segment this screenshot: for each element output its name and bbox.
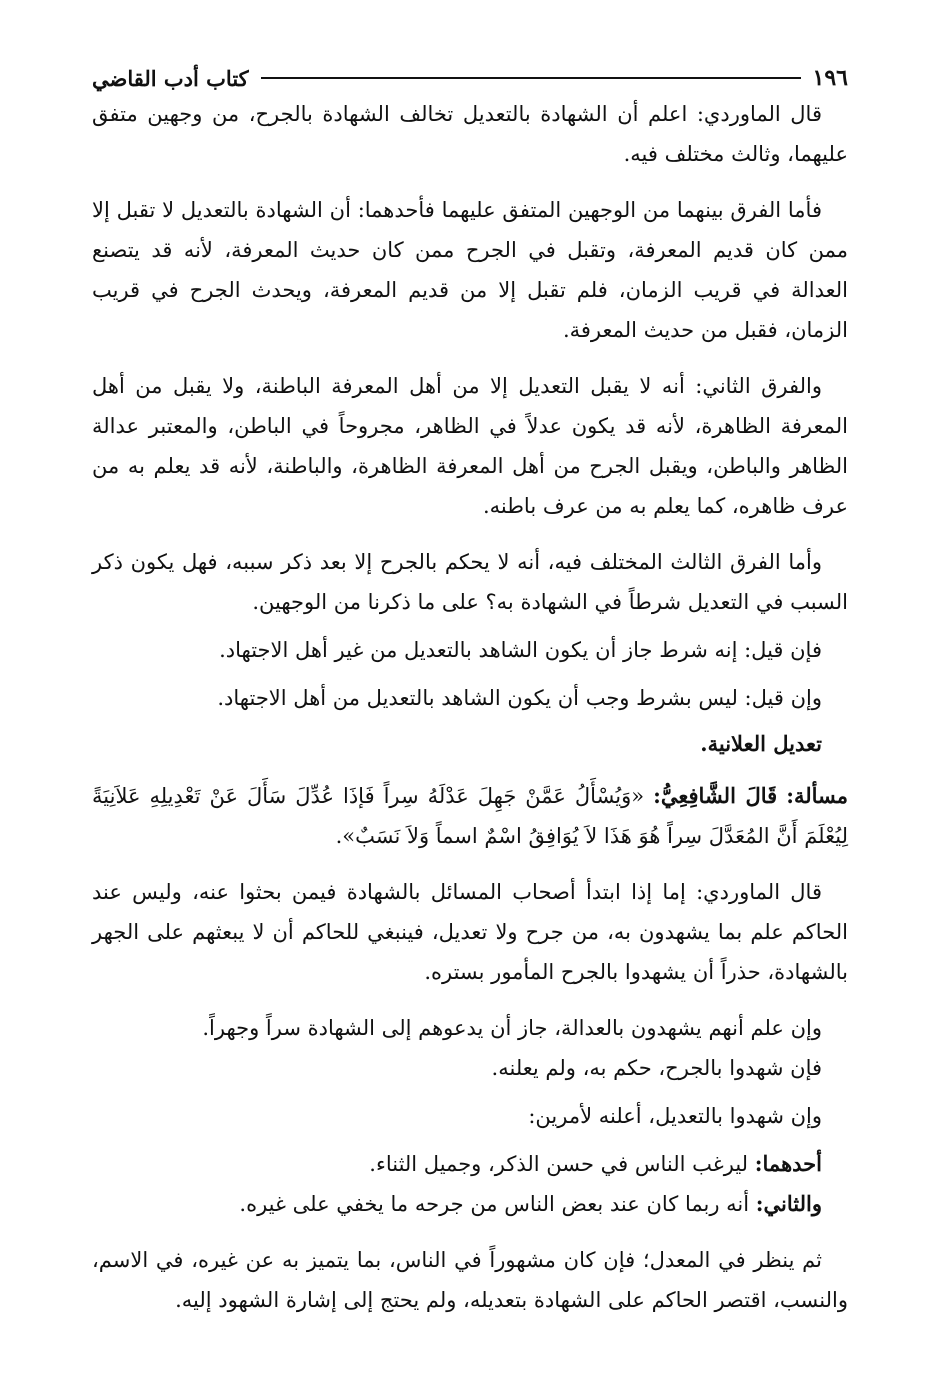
first-reason-label: أحدهما: — [754, 1151, 822, 1176]
masala-label: مسألة: — [786, 783, 848, 808]
masala-shafii: قَالَ الشَّافِعِيُّ: — [653, 783, 778, 808]
masala-quote: «وَيُسْأَلُ عَمَّنْ جَهِلَ عَدْلَهُ سِراً فَإذَا عُدِّلَ سَأَلَ عَنْ تَعْدِيلِهِ عَلاَنِيَةً لِيُعْلَمَ أَنَّ المُعَدَّلَ سِراً هُوَ هَذَا لاَ يُوَافِقُ اسْمٌ اسماً وَلاَ نَسَبٌ». — [92, 784, 848, 848]
first-reason-text: ليرغب الناس في حسن الذكر، وجميل الثناء. — [369, 1152, 749, 1176]
paragraph-7: قال الماوردي: إما إذا ابتدأ أصحاب المسائل بالشهادة فيمن بحثوا عنه، وليس عند الحاكم علم بما يشهدون به، من جرح ولا تعديل، فينبغي للحاكم أن لا يبعثهم على الجهر بالشهادة، حذراً أن يشهدوا بالجرح المأمور بستره. — [92, 880, 848, 984]
paragraph-11 — [92, 1144, 848, 1184]
paragraph-8: وإن علم أنهم يشهدون بالعدالة، جاز أن يدعوهم إلى الشهادة سراً وجهراً. — [202, 1016, 822, 1040]
paragraph-9: فإن شهدوا بالجرح، حكم به، ولم يعلنه. — [491, 1056, 822, 1080]
header-rule — [261, 77, 801, 79]
paragraph-12 — [92, 1184, 848, 1224]
paragraph-5: فإن قيل: إنه شرط جاز أن يكون الشاهد بالتعديل من غير أهل الاجتهاد. — [219, 638, 822, 662]
page-number: ١٩٦ — [812, 65, 848, 91]
paragraph-13: ثم ينظر في المعدل؛ فإن كان مشهوراً في الناس، بما يتميز به عن غيره، في الاسم، والنسب، اقتصر الحاكم على الشهادة بتعديله، ولم يحتج إلى إشارة الشهود إليه. — [92, 1248, 848, 1312]
paragraph-1: قال الماوردي: اعلم أن الشهادة بالتعديل تخالف الشهادة بالجرح، من وجهين متفق عليهما، وثالث مختلف فيه. — [92, 102, 848, 166]
paragraph-2: فأما الفرق بينهما من الوجهين المتفق عليهما فأحدهما: أن الشهادة بالتعديل لا تقبل إلا ممن كان قديم المعرفة، وتقبل في الجرح ممن كان حديث المعرفة، لأنه قد يتصنع العدالة في قريب الزمان، فلم تقبل إلا من قديم المعرفة، ويحدث الجرح في قريب الزمان، فقبل من حديث المعرفة. — [92, 198, 848, 342]
paragraph-10: وإن شهدوا بالتعديل، أعلنه لأمرين: — [528, 1104, 822, 1128]
second-reason-label: والثاني: — [755, 1191, 822, 1216]
masala-paragraph — [92, 776, 848, 856]
paragraph-3: والفرق الثاني: أنه لا يقبل التعديل إلا من أهل المعرفة الباطنة، ولا يقبل من أهل المعرفة الظاهرة، لأنه قد يكون عدلاً في الظاهر، مجروحاً في الباطن، والمعتبر عدالة الظاهر والباطن، ويقبل الجرح من أهل المعرفة الظاهرة، والباطنة، لأنه قد يعلم به من عرف ظاهره، كما يعلم به من عرف باطنه. — [92, 374, 848, 518]
section-heading: تعديل العلانية. — [700, 731, 822, 756]
book-page — [92, 62, 848, 1320]
paragraph-6: وإن قيل: ليس بشرط وجب أن يكون الشاهد بالتعديل من أهل الاجتهاد. — [217, 686, 822, 710]
second-reason-text: أنه ربما كان عند بعض الناس من جرحه ما يخفي على غيره. — [239, 1192, 750, 1216]
book-title: كتاب أدب القاضي — [92, 65, 249, 91]
running-header — [92, 62, 848, 94]
paragraph-4: وأما الفرق الثالث المختلف فيه، أنه لا يحكم بالجرح إلا بعد ذكر سببه، فهل يكون ذكر السبب في التعديل شرطاً في الشهادة به؟ على ما ذكرنا من الوجهين. — [92, 550, 848, 614]
